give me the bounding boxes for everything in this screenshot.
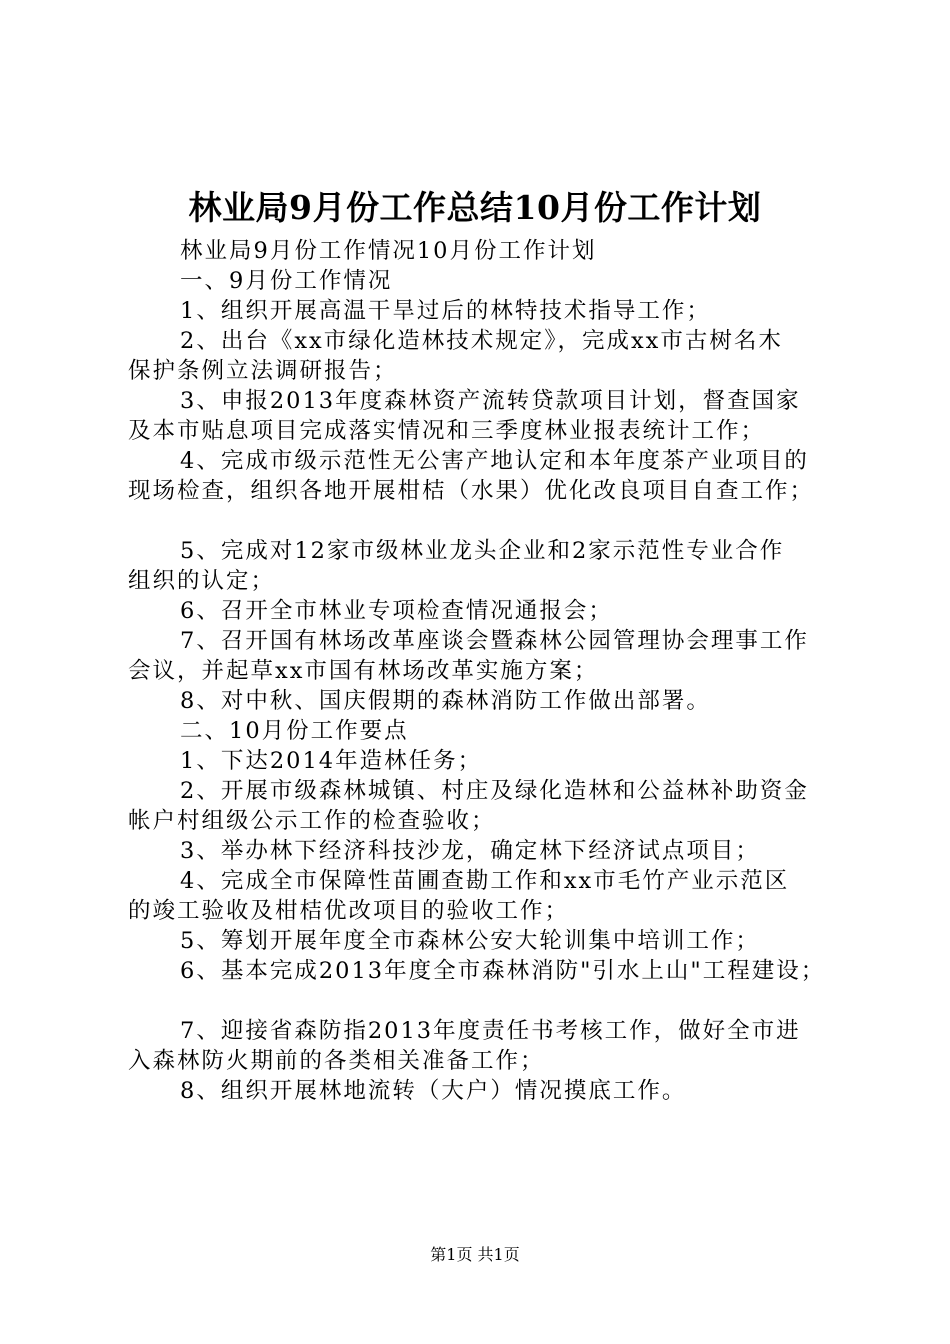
- paragraph-line: 入森林防火期前的各类相关准备工作；: [128, 1048, 545, 1074]
- paragraph-line: 组织的认定；: [128, 568, 276, 594]
- paragraph-line: 2、出台《xx市绿化造林技术规定》，完成xx市古树名木: [180, 328, 783, 354]
- paragraph-line: 保护条例立法调研报告；: [128, 358, 398, 384]
- paragraph-line: 会议，并起草xx市国有林场改革实施方案；: [128, 658, 599, 684]
- paragraph-line: 3、申报2013年度森林资产流转贷款项目计划，督查国家: [180, 388, 801, 414]
- paragraph-line: 6、基本完成2013年度全市森林消防"引水上山"工程建设；: [180, 958, 826, 984]
- blank-line: [128, 986, 843, 1016]
- paragraph-line: 林业局9月份工作情况10月份工作计划: [180, 238, 597, 264]
- paragraph-line: 8、对中秋、国庆假期的森林消防工作做出部署。: [180, 688, 711, 714]
- paragraph-line: 8、组织开展林地流转（大户）情况摸底工作。: [180, 1078, 687, 1104]
- paragraph-line: 4、完成市级示范性无公害产地认定和本年度茶产业项目的: [180, 448, 809, 474]
- paragraph-line: 1、下达2014年造林任务；: [180, 748, 483, 774]
- paragraph-line: 的竣工验收及柑桔优改项目的验收工作；: [128, 898, 570, 924]
- paragraph-line: 二、10月份工作要点: [180, 718, 409, 744]
- paragraph-line: 一、9月份工作情况: [180, 268, 393, 294]
- paragraph-line: 1、组织开展高温干旱过后的林特技术指导工作；: [180, 298, 711, 324]
- paragraph-line: 6、召开全市林业专项检查情况通报会；: [180, 598, 613, 624]
- paragraph-line: 4、完成全市保障性苗圃查勘工作和xx市毛竹产业示范区: [180, 868, 790, 894]
- paragraph-line: 7、召开国有林场改革座谈会暨森林公园管理协会理事工作: [180, 628, 809, 654]
- paragraph-line: 2、开展市级森林城镇、村庄及绿化造林和公益林补助资金: [180, 778, 809, 804]
- paragraph-line: 现场检查，组织各地开展柑桔（水果）优化改良项目自查工作；: [128, 478, 815, 504]
- paragraph-line: 5、筹划开展年度全市森林公安大轮训集中培训工作；: [180, 928, 760, 954]
- paragraph-line: 3、举办林下经济科技沙龙，确定林下经济试点项目；: [180, 838, 760, 864]
- paragraph-line: 帐户村组级公示工作的检查验收；: [128, 808, 496, 834]
- paragraph-line: 及本市贴息项目完成落实情况和三季度林业报表统计工作；: [128, 418, 766, 444]
- paragraph-line: 7、迎接省森防指2013年度责任书考核工作，做好全市进: [180, 1018, 801, 1044]
- page-footer: 第1页 共1页: [430, 1245, 520, 1264]
- paragraph-line: 5、完成对12家市级林业龙头企业和2家示范性专业合作: [180, 538, 785, 564]
- blank-line: [128, 506, 843, 536]
- document-title: 林业局9月份工作总结10月份工作计划: [188, 188, 762, 227]
- document-body: [128, 236, 843, 1106]
